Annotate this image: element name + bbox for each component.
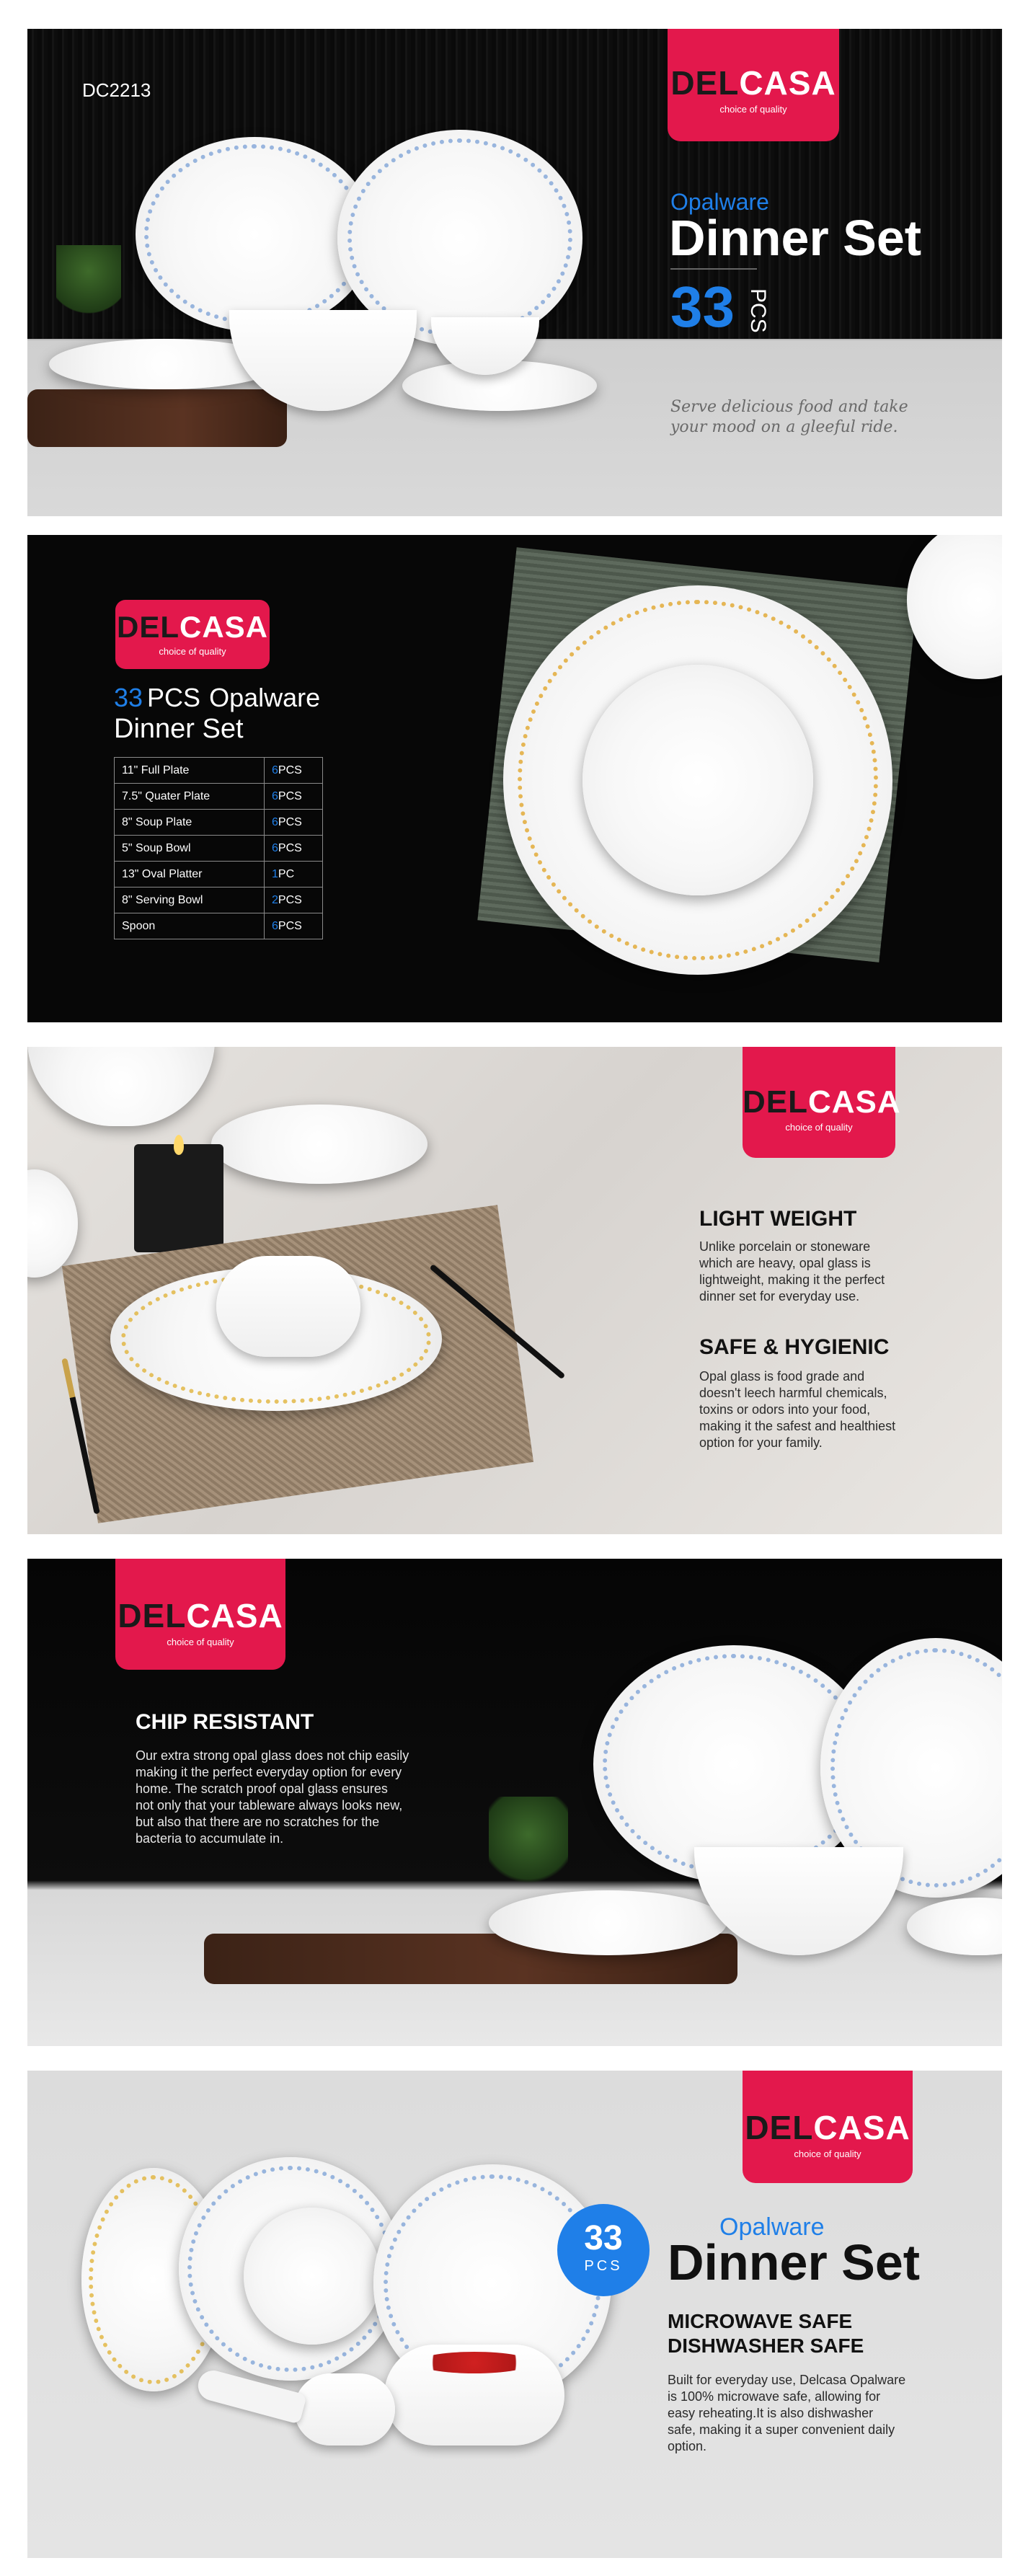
plate-stack-right	[907, 1898, 1002, 1955]
piece-count-badge: 33 PCS	[557, 2204, 650, 2296]
item-quantity	[265, 913, 323, 939]
item-quantity	[265, 810, 323, 836]
item-quantity-unit: PCS	[278, 841, 302, 854]
item-quantity-number: 1	[272, 867, 278, 880]
feature-body-light-weight: Unlike porcelain or stoneware which are heavy, opal glass is lightweight, making it the perfect dinner set for everyday use.	[699, 1239, 885, 1304]
item-quantity-number: 6	[272, 763, 278, 776]
slogan-line-1: Serve delicious food and take	[670, 398, 908, 416]
item-quantity	[265, 888, 323, 913]
item-quantity-number: 6	[272, 841, 278, 854]
piece-unit: PCS	[746, 288, 770, 333]
item-quantity-unit: PCS	[278, 763, 302, 776]
brand-logo: DELCASA choice of quality	[668, 29, 839, 141]
feature-body-chip-resistant: Our extra strong opal glass does not chip easily making it the perfect everyday option for every home. The scratch proof opal glass ensures not only that your tableware always looks new, but also that there are no scratches for the bacteria to accumulate in.	[136, 1748, 409, 1846]
quarter-plate	[211, 1105, 427, 1184]
item-quantity	[265, 836, 323, 862]
divider	[670, 268, 757, 270]
item-quantity-number: 6	[272, 789, 278, 802]
item-name: 8" Soup Plate	[115, 810, 265, 836]
item-quantity	[265, 862, 323, 888]
item-quantity	[265, 784, 323, 810]
item-name: 13" Oval Platter	[115, 862, 265, 888]
subtitle: Opalware	[670, 189, 769, 215]
plant	[56, 245, 121, 332]
contents-row	[115, 810, 323, 836]
piece-count: 33	[670, 275, 735, 339]
wooden-board	[27, 389, 287, 447]
chip-resistant-panel	[27, 1559, 1002, 2046]
cropped-plate	[907, 535, 1002, 679]
item-name: 5" Soup Bowl	[115, 836, 265, 862]
feature-heading-chip-resistant: CHIP RESISTANT	[136, 1710, 314, 1734]
contents-row	[115, 784, 323, 810]
subtitle: Opalware	[719, 2213, 825, 2241]
soup-plate	[244, 2208, 381, 2345]
plate-stack	[489, 1890, 727, 1955]
brand-logo: DELCASA choice of quality	[743, 2071, 913, 2183]
soup-bowl	[216, 1256, 360, 1357]
title: Dinner Set	[669, 210, 922, 266]
soup-plate	[582, 665, 813, 895]
item-name: 11" Full Plate	[115, 758, 265, 784]
bowl-top-left	[27, 1047, 215, 1126]
brand-logo: DELCASA choice of quality	[115, 1559, 285, 1670]
floral-rim	[144, 144, 365, 324]
candle	[134, 1144, 223, 1252]
item-name: 8" Serving Bowl	[115, 888, 265, 913]
item-quantity-unit: PCS	[278, 893, 302, 906]
cropped-plate	[27, 1169, 78, 1278]
hero-banner	[27, 29, 1002, 516]
item-quantity-unit: PCS	[278, 815, 302, 828]
slogan-line-2: your mood on a gleeful ride.	[670, 418, 898, 436]
contents-panel	[27, 535, 1002, 1022]
brand-logo: DELCASA choice of quality	[743, 1047, 895, 1158]
item-quantity-number: 2	[272, 893, 278, 906]
food	[417, 2352, 532, 2373]
floral-rim	[347, 138, 572, 337]
item-quantity-number: 6	[272, 919, 278, 932]
candle-flame	[174, 1135, 184, 1155]
item-quantity-unit: PCS	[278, 789, 302, 802]
feature-heading-microwave-safe: MICROWAVE SAFE	[668, 2310, 853, 2332]
product-code: DC2213	[82, 79, 151, 101]
contents-row	[115, 862, 323, 888]
lightweight-panel	[27, 1047, 1002, 1534]
soup-bowl-with-food	[294, 2373, 395, 2446]
contents-table	[114, 757, 323, 939]
feature-heading-dishwasher-safe: DISHWASHER SAFE	[668, 2334, 864, 2357]
plant	[489, 1797, 568, 1905]
contents-row	[115, 913, 323, 939]
item-quantity-number: 6	[272, 815, 278, 828]
item-name: Spoon	[115, 913, 265, 939]
feature-body-microwave: Built for everyday use, Delcasa Opalware is 100% microwave safe, allowing for easy reheating.It is also dishwasher safe, making it a super convenient daily option.	[668, 2373, 906, 2454]
feature-heading-safe-hygienic: SAFE & HYGIENIC	[699, 1335, 890, 1359]
contents-row	[115, 758, 323, 784]
item-quantity-unit: PCS	[278, 919, 302, 932]
set-title: Dinner Set	[114, 714, 244, 744]
item-quantity-unit: PC	[278, 867, 295, 880]
brand-logo: DELCASA choice of quality	[115, 600, 270, 669]
contents-row	[115, 888, 323, 913]
title: Dinner Set	[668, 2234, 921, 2290]
item-quantity	[265, 758, 323, 784]
microwave-panel	[27, 2071, 1002, 2558]
set-heading: 33 PCS Opalware	[114, 683, 321, 712]
feature-body-safe-hygienic: Opal glass is food grade and doesn't leech harmful chemicals, toxins or odors into your food, making it the safest and healthiest option for your family.	[699, 1369, 896, 1451]
item-name: 7.5" Quater Plate	[115, 784, 265, 810]
contents-row	[115, 836, 323, 862]
feature-heading-light-weight: LIGHT WEIGHT	[699, 1207, 857, 1231]
